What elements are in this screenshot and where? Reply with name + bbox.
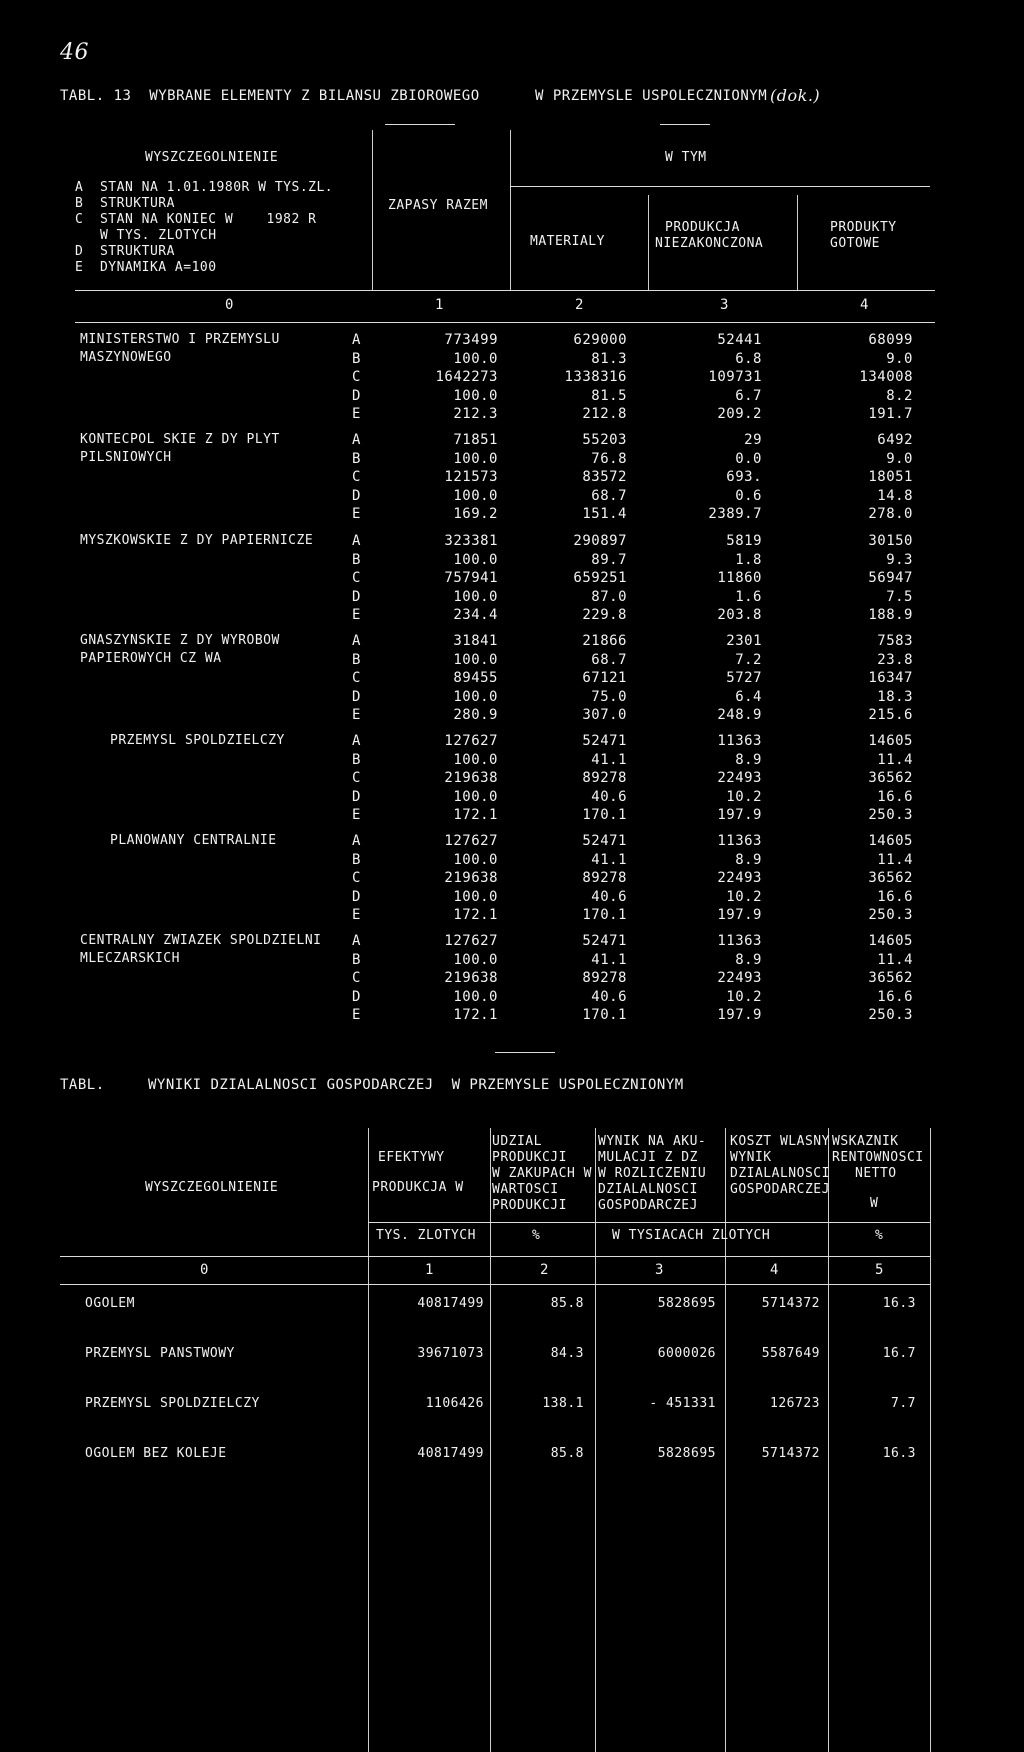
table-cell: 5587649 xyxy=(761,1346,820,1361)
table-cell: 10.2 xyxy=(726,788,762,805)
table-cell: 68.7 xyxy=(591,487,627,504)
page-number: 46 xyxy=(60,40,89,65)
row-letter: A xyxy=(352,933,361,949)
table-cell: 22493 xyxy=(717,970,762,986)
col1-header: EFEKTYWY xyxy=(378,1150,445,1165)
col-number: 2 xyxy=(575,297,584,313)
table-cell: 127627 xyxy=(444,833,498,849)
col-number: 5 xyxy=(875,1262,884,1278)
table-cell: 127627 xyxy=(444,733,498,749)
row-letter: A xyxy=(352,733,361,749)
table-cell: 89278 xyxy=(582,870,627,886)
header-rule xyxy=(60,1256,930,1257)
table-cell: 75.0 xyxy=(591,688,627,705)
table-cell: 87.0 xyxy=(591,588,627,605)
table-cell: 8.9 xyxy=(735,951,762,968)
table-cell: 773499 xyxy=(444,332,498,348)
table-cell: 16.6 xyxy=(877,788,913,805)
table-cell: 9.3 xyxy=(886,551,913,568)
table13-spec-title: WYSZCZEGOLNIENIE xyxy=(145,150,279,165)
table-cell: 323381 xyxy=(444,533,498,549)
group-name: KONTECPOL SKIE Z DY PLYT xyxy=(80,432,280,447)
table-cell: 126723 xyxy=(770,1396,820,1411)
col5-header: W xyxy=(870,1196,879,1211)
row-letter: D xyxy=(352,788,361,805)
col4-header: KOSZT WLASNY xyxy=(730,1134,830,1149)
table-cell: 9.0 xyxy=(886,450,913,467)
table-cell: 40.6 xyxy=(591,888,627,905)
row-label: PRZEMYSL PANSTWOWY xyxy=(85,1346,235,1361)
table-cell: - 451331 xyxy=(649,1396,716,1411)
table-cell: 250.3 xyxy=(868,907,913,923)
col-number: 3 xyxy=(720,297,729,313)
row-letter: C xyxy=(352,570,361,586)
col2-header: PRODUKCJI xyxy=(492,1150,567,1165)
table-cell: 89278 xyxy=(582,770,627,786)
table-cell: 36562 xyxy=(868,870,913,886)
table-cell: 22493 xyxy=(717,770,762,786)
table-cell: 16.7 xyxy=(882,1346,916,1361)
table13-spec-line: D STRUKTURA xyxy=(75,244,175,259)
col4-header: DZIALALNOSCI xyxy=(730,1166,830,1181)
unit-label: % xyxy=(532,1228,541,1243)
table-cell: 36562 xyxy=(868,770,913,786)
table-cell: 89278 xyxy=(582,970,627,986)
table-cell: 219638 xyxy=(444,870,498,886)
table-cell: 68099 xyxy=(868,332,913,348)
col2-header: WARTOSCI xyxy=(492,1182,559,1197)
table-cell: 16.3 xyxy=(882,1446,916,1461)
table-cell: 11363 xyxy=(717,933,762,949)
group-name: MINISTERSTWO I PRZEMYSLU xyxy=(80,332,280,347)
col-number: 1 xyxy=(425,1262,434,1278)
table-cell: 212.3 xyxy=(453,406,498,422)
table-cell: 121573 xyxy=(444,469,498,485)
table-cell: 100.0 xyxy=(453,751,498,768)
col-number: 1 xyxy=(435,297,444,313)
table-cell: 169.2 xyxy=(453,506,498,522)
table-cell: 7.2 xyxy=(735,651,762,668)
table-cell: 41.1 xyxy=(591,951,627,968)
table-cell: 100.0 xyxy=(453,450,498,467)
row-letter: D xyxy=(352,487,361,504)
table-cell: 172.1 xyxy=(453,907,498,923)
table-cell: 89455 xyxy=(453,670,498,686)
table-cell: 39671073 xyxy=(417,1346,484,1361)
col5-header: RENTOWNOSCI xyxy=(832,1150,924,1165)
table-cell: 41.1 xyxy=(591,751,627,768)
header-rule xyxy=(75,322,935,323)
table-cell: 7583 xyxy=(877,633,913,649)
col4-header: WYNIK xyxy=(730,1150,772,1165)
table-cell: 89.7 xyxy=(591,551,627,568)
row-letter: D xyxy=(352,688,361,705)
group-name: PRZEMYSL SPOLDZIELCZY xyxy=(110,733,285,748)
unit-label: % xyxy=(875,1228,884,1243)
table-cell: 215.6 xyxy=(868,707,913,723)
row-letter: C xyxy=(352,770,361,786)
column-divider xyxy=(930,1128,931,1752)
table-cell: 6.7 xyxy=(735,387,762,404)
row-letter: C xyxy=(352,670,361,686)
table-cell: 170.1 xyxy=(582,807,627,823)
table-cell: 21866 xyxy=(582,633,627,649)
table-cell: 11.4 xyxy=(877,851,913,868)
row-letter: D xyxy=(352,988,361,1005)
column-divider xyxy=(510,130,511,290)
table-cell: 290897 xyxy=(573,533,627,549)
table-cell: 693. xyxy=(726,469,762,485)
row-letter: B xyxy=(352,751,361,768)
row-letter: C xyxy=(352,970,361,986)
table-cell: 11363 xyxy=(717,833,762,849)
table-cell: 55203 xyxy=(582,432,627,448)
table-cell: 280.9 xyxy=(453,707,498,723)
col-group-header: W TYM xyxy=(665,150,707,165)
table-cell: 30150 xyxy=(868,533,913,549)
table-cell: 127627 xyxy=(444,933,498,949)
table-cell: 197.9 xyxy=(717,1007,762,1023)
table-cell: 11363 xyxy=(717,733,762,749)
table-cell: 81.5 xyxy=(591,387,627,404)
table-cell: 85.8 xyxy=(550,1296,584,1311)
table-cell: 56947 xyxy=(868,570,913,586)
table-cell: 5714372 xyxy=(761,1446,820,1461)
row-letter: C xyxy=(352,369,361,385)
table-cell: 191.7 xyxy=(868,406,913,422)
table-cell: 757941 xyxy=(444,570,498,586)
table14-title-left: TABL. xyxy=(60,1077,105,1093)
col2-header: PRODUKCJI xyxy=(492,1198,567,1213)
table-cell: 170.1 xyxy=(582,1007,627,1023)
table-cell: 203.8 xyxy=(717,607,762,623)
col-number: 3 xyxy=(655,1262,664,1278)
col-total-header: ZAPASY RAZEM xyxy=(388,198,488,213)
table-cell: 170.1 xyxy=(582,907,627,923)
column-divider xyxy=(797,195,798,290)
table13-spec-line: W TYS. ZLOTYCH xyxy=(75,228,217,243)
column-divider xyxy=(648,195,649,290)
table13-title-right: W PRZEMYSLE USPOLECZNIONYM xyxy=(535,88,768,104)
table-cell: 100.0 xyxy=(453,487,498,504)
group-name: MASZYNOWEGO xyxy=(80,350,172,365)
table-cell: 2301 xyxy=(726,633,762,649)
table-cell: 278.0 xyxy=(868,506,913,522)
table-cell: 1.8 xyxy=(735,551,762,568)
row-letter: A xyxy=(352,332,361,348)
table-cell: 307.0 xyxy=(582,707,627,723)
table-cell: 52471 xyxy=(582,833,627,849)
table-cell: 8.9 xyxy=(735,851,762,868)
table-cell: 11.4 xyxy=(877,951,913,968)
col4-header: GOSPODARCZEJ xyxy=(730,1182,830,1197)
table-cell: 100.0 xyxy=(453,788,498,805)
group-name: MYSZKOWSKIE Z DY PAPIERNICZE xyxy=(80,533,314,548)
row-letter: C xyxy=(352,469,361,485)
table13-title-suffix: (dok.) xyxy=(770,86,821,105)
table-cell: 5819 xyxy=(726,533,762,549)
table-cell: 100.0 xyxy=(453,888,498,905)
table-cell: 1338316 xyxy=(564,369,627,385)
row-letter: B xyxy=(352,851,361,868)
header-rule xyxy=(60,1284,930,1285)
table-cell: 1106426 xyxy=(425,1396,484,1411)
col5-header: NETTO xyxy=(855,1166,897,1181)
table-cell: 212.8 xyxy=(582,406,627,422)
table-cell: 18051 xyxy=(868,469,913,485)
table-cell: 14.8 xyxy=(877,487,913,504)
table-cell: 6.4 xyxy=(735,688,762,705)
table-cell: 40.6 xyxy=(591,788,627,805)
col3-header: MULACJI Z DZ xyxy=(598,1150,698,1165)
table-cell: 16.3 xyxy=(882,1296,916,1311)
table13-spec-line: C STAN NA KONIEC W 1982 R xyxy=(75,212,317,227)
col3-header: WYNIK NA AKU- xyxy=(598,1134,707,1149)
table13-spec-line: E DYNAMIKA A=100 xyxy=(75,260,217,275)
col3-header: GOSPODARCZEJ xyxy=(598,1198,698,1213)
table-cell: 100.0 xyxy=(453,851,498,868)
table-cell: 5727 xyxy=(726,670,762,686)
table-cell: 8.2 xyxy=(886,387,913,404)
table-cell: 16.6 xyxy=(877,988,913,1005)
row-letter: B xyxy=(352,350,361,367)
table14-title: WYNIKI DZIALALNOSCI GOSPODARCZEJ W PRZEMYSLE USPOLECZNIONYM xyxy=(148,1077,684,1093)
header-rule xyxy=(368,1222,930,1223)
table-cell: 67121 xyxy=(582,670,627,686)
table-cell: 40817499 xyxy=(417,1446,484,1461)
table13-spec-line: B STRUKTURA xyxy=(75,196,175,211)
col-number: 0 xyxy=(225,297,234,313)
table-cell: 134008 xyxy=(859,369,913,385)
table-cell: 151.4 xyxy=(582,506,627,522)
table-cell: 1.6 xyxy=(735,588,762,605)
table-cell: 52471 xyxy=(582,933,627,949)
row-letter: D xyxy=(352,588,361,605)
col-number: 4 xyxy=(770,1262,779,1278)
col-products-header: GOTOWE xyxy=(830,236,880,251)
col-materials-header: MATERIALY xyxy=(530,234,605,249)
table-cell: 6.8 xyxy=(735,350,762,367)
table-cell: 18.3 xyxy=(877,688,913,705)
col1-header: PRODUKCJA W xyxy=(372,1180,464,1195)
header-rule xyxy=(510,186,930,187)
col-production-header: PRODUKCJA xyxy=(665,220,740,235)
row-letter: B xyxy=(352,450,361,467)
col2-header: UDZIAL xyxy=(492,1134,542,1149)
header-rule xyxy=(385,124,455,125)
table-cell: 2389.7 xyxy=(708,506,762,522)
table-cell: 11.4 xyxy=(877,751,913,768)
row-letter: D xyxy=(352,387,361,404)
table-cell: 100.0 xyxy=(453,551,498,568)
row-letter: B xyxy=(352,651,361,668)
table-cell: 250.3 xyxy=(868,807,913,823)
table-cell: 6000026 xyxy=(657,1346,716,1361)
table-cell: 0.6 xyxy=(735,487,762,504)
table-cell: 229.8 xyxy=(582,607,627,623)
row-letter: E xyxy=(352,907,361,923)
table-cell: 138.1 xyxy=(542,1396,584,1411)
row-letter: A xyxy=(352,533,361,549)
col-number: 0 xyxy=(200,1262,209,1278)
col-products-header: PRODUKTY xyxy=(830,220,897,235)
group-name: CENTRALNY ZWIAZEK SPOLDZIELNI xyxy=(80,933,322,948)
table-cell: 100.0 xyxy=(453,951,498,968)
table-cell: 100.0 xyxy=(453,688,498,705)
col3-header: DZIALALNOSCI xyxy=(598,1182,698,1197)
row-letter: E xyxy=(352,607,361,623)
table-cell: 40.6 xyxy=(591,988,627,1005)
table-cell: 1642273 xyxy=(435,369,498,385)
group-name: GNASZYNSKIE Z DY WYROBOW xyxy=(80,633,280,648)
table-cell: 172.1 xyxy=(453,807,498,823)
table-cell: 22493 xyxy=(717,870,762,886)
table-cell: 209.2 xyxy=(717,406,762,422)
row-label: PRZEMYSL SPOLDZIELCZY xyxy=(85,1396,260,1411)
table-cell: 100.0 xyxy=(453,988,498,1005)
row-letter: C xyxy=(352,870,361,886)
table-cell: 6492 xyxy=(877,432,913,448)
row-letter: A xyxy=(352,432,361,448)
table-cell: 23.8 xyxy=(877,651,913,668)
table-cell: 10.2 xyxy=(726,888,762,905)
table-cell: 29 xyxy=(744,432,762,448)
table-cell: 10.2 xyxy=(726,988,762,1005)
col2-header: W ZAKUPACH W xyxy=(492,1166,592,1181)
table-cell: 36562 xyxy=(868,970,913,986)
header-rule xyxy=(75,290,935,291)
table-cell: 172.1 xyxy=(453,1007,498,1023)
table-cell: 659251 xyxy=(573,570,627,586)
row-letter: E xyxy=(352,1007,361,1023)
table-cell: 7.5 xyxy=(886,588,913,605)
group-name: MLECZARSKICH xyxy=(80,951,180,966)
table-cell: 100.0 xyxy=(453,387,498,404)
table-cell: 14605 xyxy=(868,833,913,849)
table-cell: 71851 xyxy=(453,432,498,448)
table-cell: 14605 xyxy=(868,933,913,949)
row-letter: A xyxy=(352,633,361,649)
table-cell: 16.6 xyxy=(877,888,913,905)
table-cell: 197.9 xyxy=(717,907,762,923)
row-letter: D xyxy=(352,888,361,905)
table-cell: 9.0 xyxy=(886,350,913,367)
table-cell: 197.9 xyxy=(717,807,762,823)
row-label: OGOLEM xyxy=(85,1296,135,1311)
table-cell: 85.8 xyxy=(550,1446,584,1461)
table-cell: 0.0 xyxy=(735,450,762,467)
table-cell: 7.7 xyxy=(891,1396,916,1411)
table-cell: 5714372 xyxy=(761,1296,820,1311)
table14-spec-header: WYSZCZEGOLNIENIE xyxy=(145,1180,279,1195)
table13-spec-line: A STAN NA 1.01.1980R W TYS.ZL. xyxy=(75,180,334,195)
table-cell: 219638 xyxy=(444,770,498,786)
table-cell: 16347 xyxy=(868,670,913,686)
table-cell: 188.9 xyxy=(868,607,913,623)
table-cell: 52471 xyxy=(582,733,627,749)
table-cell: 629000 xyxy=(573,332,627,348)
group-name: PAPIEROWYCH CZ WA xyxy=(80,651,222,666)
table-cell: 31841 xyxy=(453,633,498,649)
col5-header: WSKAZNIK xyxy=(832,1134,899,1149)
table-cell: 68.7 xyxy=(591,651,627,668)
table-cell: 248.9 xyxy=(717,707,762,723)
table-cell: 41.1 xyxy=(591,851,627,868)
table-cell: 52441 xyxy=(717,332,762,348)
group-name: PILSNIOWYCH xyxy=(80,450,172,465)
table-cell: 234.4 xyxy=(453,607,498,623)
table-cell: 109731 xyxy=(708,369,762,385)
table-cell: 5828695 xyxy=(657,1446,716,1461)
row-letter: E xyxy=(352,807,361,823)
table-cell: 100.0 xyxy=(453,651,498,668)
row-letter: A xyxy=(352,833,361,849)
col-number: 4 xyxy=(860,297,869,313)
col3-header: W ROZLICZENIU xyxy=(598,1166,707,1181)
col-production-header: NIEZAKONCZONA xyxy=(655,236,764,251)
header-rule xyxy=(660,124,710,125)
unit-label: TYS. ZLOTYCH xyxy=(376,1228,476,1243)
table-cell: 250.3 xyxy=(868,1007,913,1023)
group-name: PLANOWANY CENTRALNIE xyxy=(110,833,277,848)
table-cell: 219638 xyxy=(444,970,498,986)
table-cell: 11860 xyxy=(717,570,762,586)
table-cell: 84.3 xyxy=(550,1346,584,1361)
table-cell: 76.8 xyxy=(591,450,627,467)
table-cell: 81.3 xyxy=(591,350,627,367)
table-cell: 8.9 xyxy=(735,751,762,768)
table-cell: 100.0 xyxy=(453,588,498,605)
table-cell: 5828695 xyxy=(657,1296,716,1311)
row-letter: B xyxy=(352,951,361,968)
row-letter: E xyxy=(352,506,361,522)
column-divider xyxy=(372,130,373,290)
row-letter: E xyxy=(352,707,361,723)
row-letter: B xyxy=(352,551,361,568)
table-end-rule xyxy=(495,1052,555,1053)
table-cell: 14605 xyxy=(868,733,913,749)
row-label: OGOLEM BEZ KOLEJE xyxy=(85,1446,227,1461)
table-cell: 100.0 xyxy=(453,350,498,367)
row-letter: E xyxy=(352,406,361,422)
unit-label: W TYSIACACH ZLOTYCH xyxy=(612,1228,771,1243)
table-cell: 83572 xyxy=(582,469,627,485)
table-cell: 40817499 xyxy=(417,1296,484,1311)
table13-title-left: TABL. 13 WYBRANE ELEMENTY Z BILANSU ZBIOROWEGO xyxy=(60,88,480,104)
col-number: 2 xyxy=(540,1262,549,1278)
